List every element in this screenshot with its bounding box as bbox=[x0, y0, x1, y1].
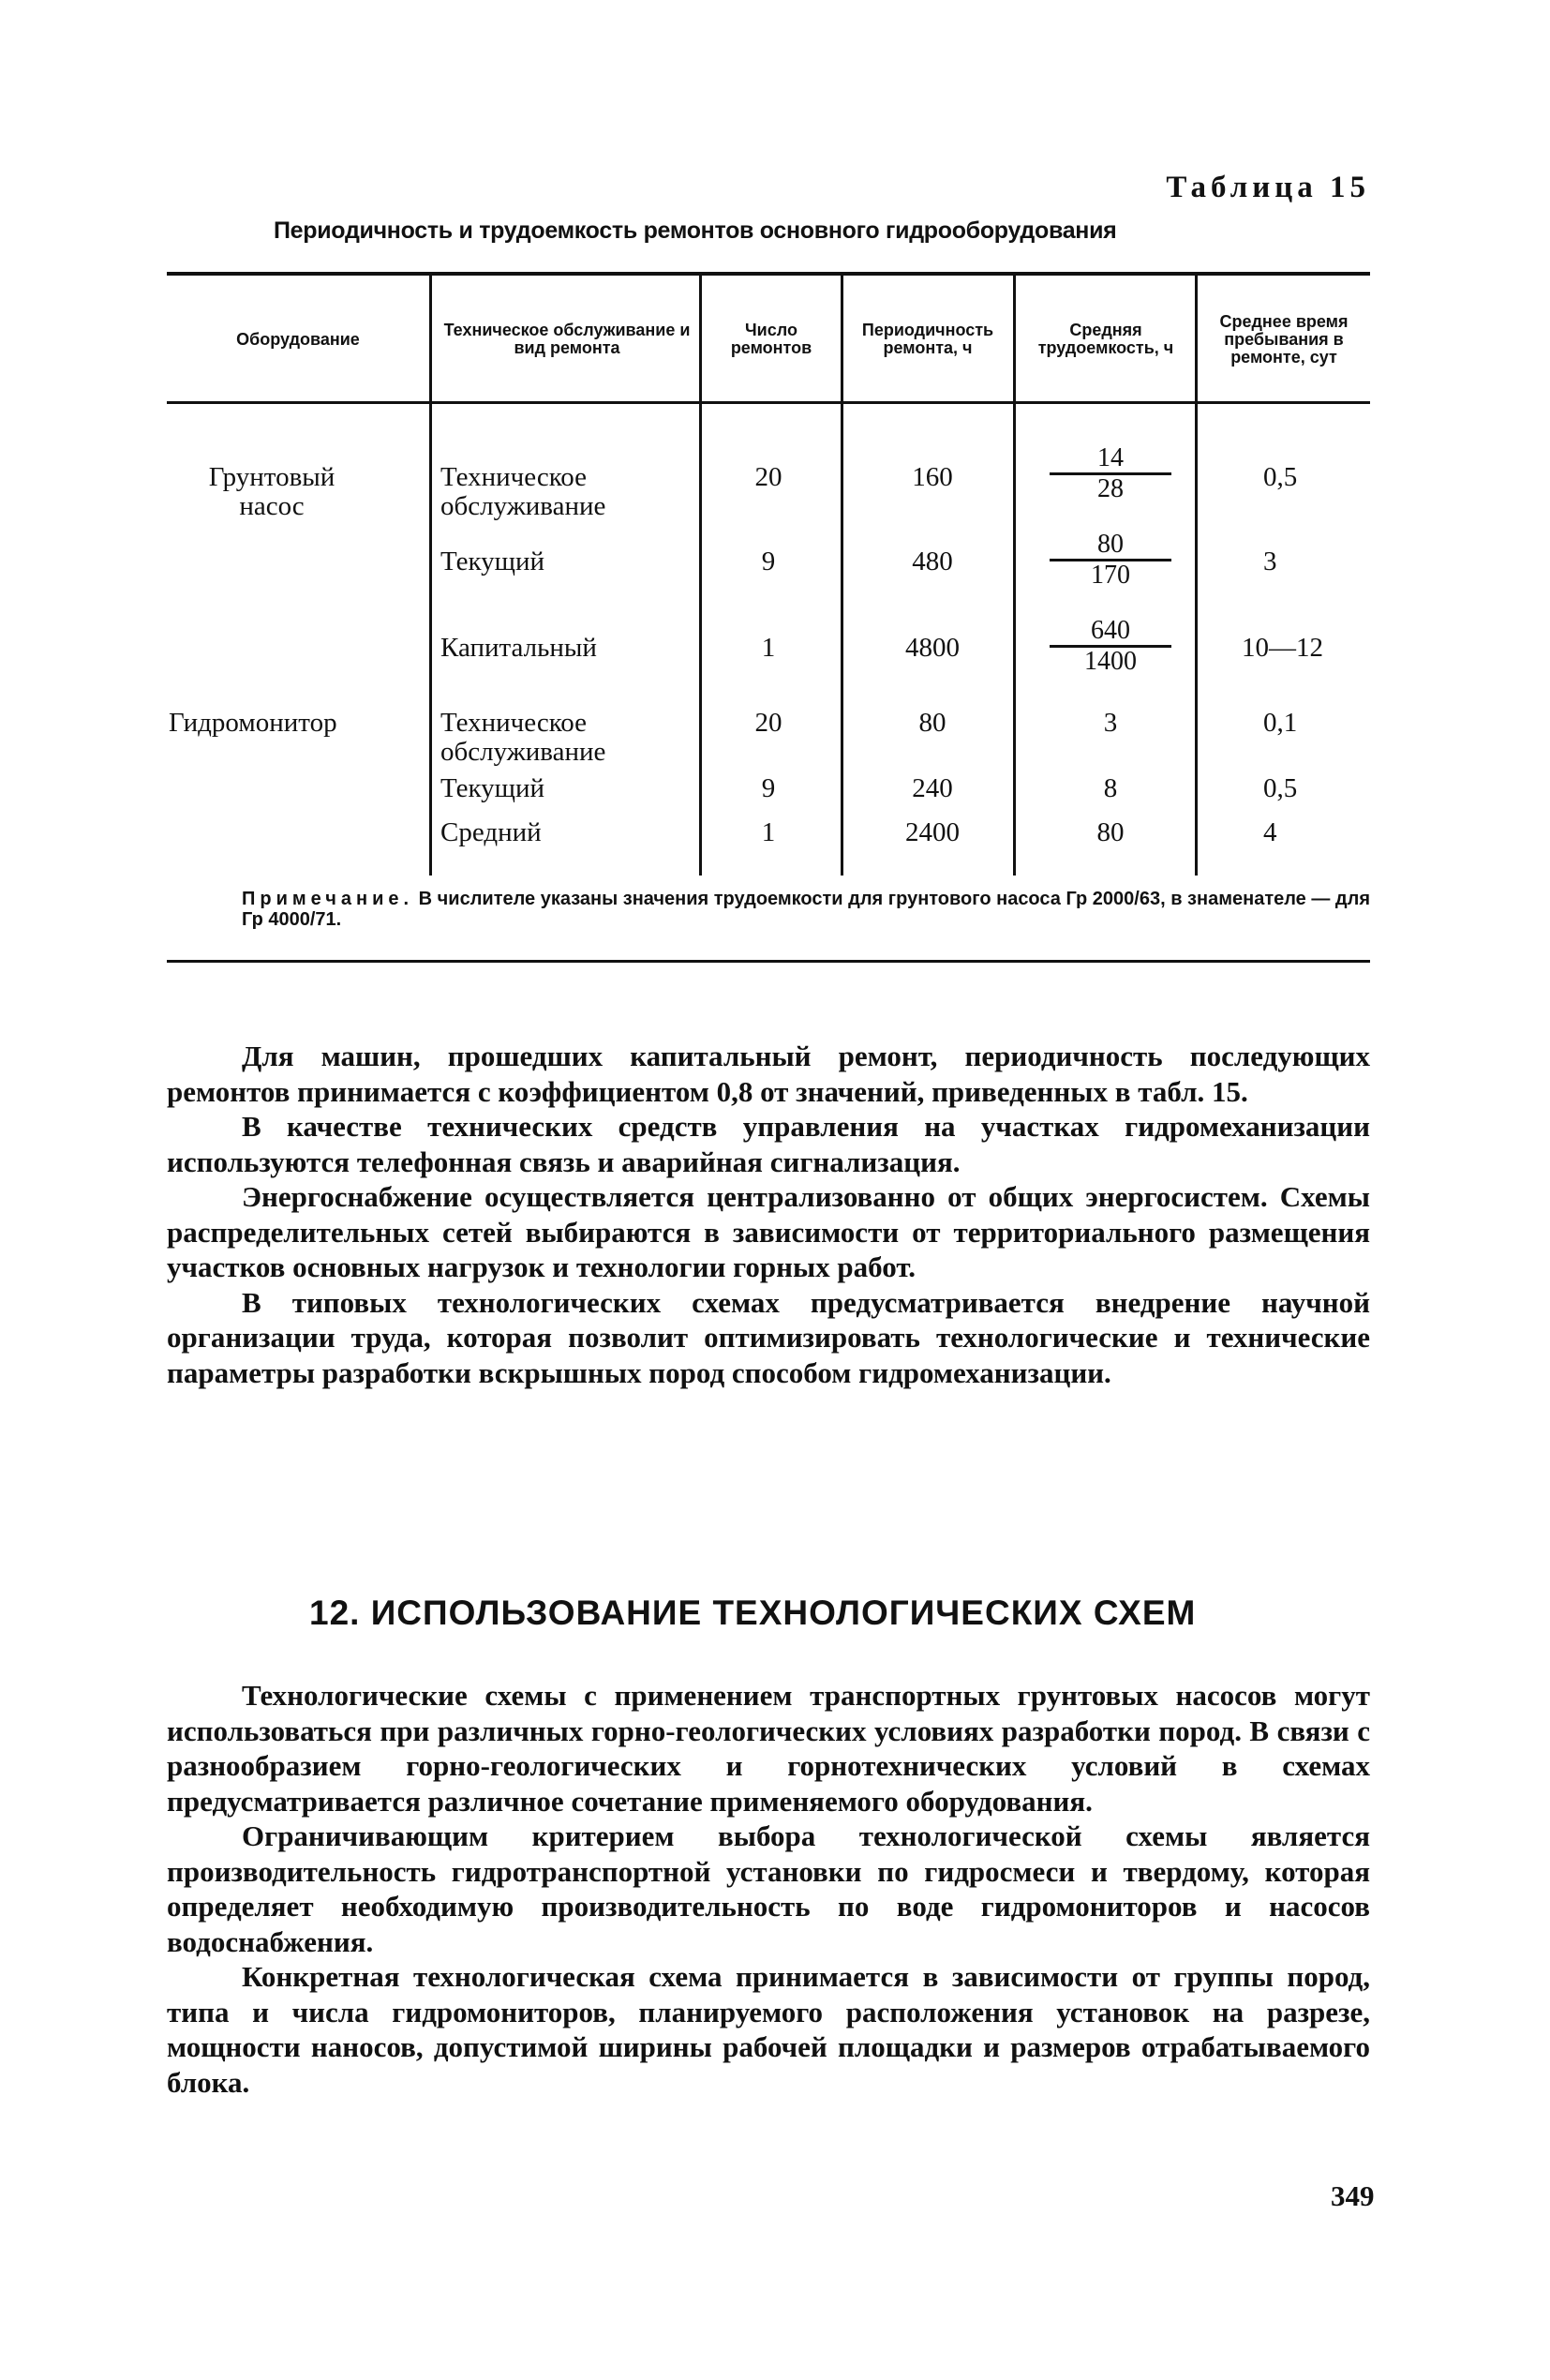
page-number: 349 bbox=[1331, 2179, 1375, 2212]
cell-period: 240 bbox=[912, 773, 953, 803]
cell-count: 20 bbox=[754, 708, 782, 738]
paragraph: В типовых технологических схемах предусматривается внедрение научной организации труда, которая позволит оптимизировать технологические и технические параметры разработки вскрышных пород способом гидромеханизации. bbox=[167, 1285, 1370, 1389]
cell-period: 160 bbox=[912, 462, 953, 492]
note-text: В числителе указаны значения трудоемкости для грунтового насоса Гр 2000/63, в знаменателе — для Гр 4000/71. bbox=[242, 889, 1370, 930]
header-count: Число ремонтов bbox=[730, 321, 812, 357]
column-divider bbox=[699, 276, 702, 876]
cell-labor-fraction bbox=[1050, 531, 1171, 590]
cell-type: Техническое обслуживание bbox=[440, 708, 606, 767]
cell-count: 1 bbox=[761, 633, 776, 663]
cell-time: 4 bbox=[1263, 817, 1277, 847]
table-note bbox=[242, 889, 1370, 930]
cell-labor-fraction bbox=[1050, 617, 1171, 676]
cell-time: 3 bbox=[1263, 546, 1277, 576]
cell-period: 4800 bbox=[905, 633, 960, 663]
cell-count: 1 bbox=[761, 817, 776, 847]
cell-count: 20 bbox=[754, 462, 782, 492]
paragraph: Энергоснабжение осуществляется централизованно от общих энергосистем. Схемы распределительных сетей выбираются в зависимости от территориального размещения участков основных нагрузок и технологии горных работ. bbox=[167, 1180, 1370, 1283]
paragraph: Для машин, прошедших капитальный ремонт, периодичность последующих ремонтов принимается с коэффициентом 0,8 от значений, приведенных в табл. 15. bbox=[167, 1040, 1370, 1108]
cell-time: 0,1 bbox=[1263, 708, 1298, 738]
denominator: 28 bbox=[1097, 474, 1124, 503]
numerator: 80 bbox=[1050, 531, 1171, 561]
column-divider bbox=[841, 276, 843, 876]
cell-equipment: Грунтовый насос bbox=[208, 462, 335, 521]
body-text-before bbox=[167, 1039, 1370, 1390]
table-top-rule bbox=[167, 272, 1370, 276]
table-bottom-rule bbox=[167, 960, 1370, 963]
cell-time: 0,5 bbox=[1263, 462, 1298, 492]
cell-type: Средний bbox=[440, 817, 542, 847]
header-service-type: Техническое обслуживание и вид ремонта bbox=[443, 321, 691, 357]
cell-time: 0,5 bbox=[1263, 773, 1298, 803]
cell-period: 80 bbox=[918, 708, 946, 738]
header-period: Периодичность ремонта, ч bbox=[861, 321, 994, 357]
note-label: Примечание. bbox=[242, 889, 414, 909]
paragraph: Конкретная технологическая схема принимается в зависимости от группы пород, типа и числа гидромониторов, планируемого расположения установок на разрезе, мощности наносов, допустимой ширины рабочей площадки и размеров отрабатываемого блока. bbox=[167, 1960, 1370, 2099]
cell-equipment: Гидромонитор bbox=[169, 708, 337, 738]
section-heading: 12. ИСПОЛЬЗОВАНИЕ ТЕХНОЛОГИЧЕСКИХ СХЕМ bbox=[309, 1594, 1197, 1632]
table-label: Таблица 15 bbox=[1166, 171, 1370, 204]
numerator: 640 bbox=[1050, 617, 1171, 648]
cell-time: 10—12 bbox=[1242, 633, 1323, 663]
header-labor: Средняя трудоемкость, ч bbox=[1037, 321, 1174, 357]
column-divider bbox=[1195, 276, 1198, 876]
cell-type: Капитальный bbox=[440, 633, 597, 663]
column-divider bbox=[1013, 276, 1016, 876]
denominator: 1400 bbox=[1084, 647, 1137, 676]
body-text-after bbox=[167, 1678, 1370, 2100]
paragraph: Технологические схемы с применением транспортных грунтовых насосов могут использоваться при различных горно-геологических условиях разработки пород. В связи с разнообразием горно-геологических и горнотехнических условий в схемах предусматривается различное сочетание применяемого оборудования. bbox=[167, 1679, 1370, 1818]
cell-type: Текущий bbox=[440, 773, 545, 803]
cell-count: 9 bbox=[761, 773, 776, 803]
cell-type: Техническое обслуживание bbox=[440, 462, 606, 521]
paragraph: Ограничивающим критерием выбора технологической схемы является производительность гидротранспортной установки по гидросмеси и твердому, которая определяет необходимую производительность по воде гидромониторов и насосов водоснабжения. bbox=[167, 1819, 1370, 1958]
cell-period: 2400 bbox=[905, 817, 960, 847]
numerator: 14 bbox=[1050, 444, 1171, 475]
paragraph: В качестве технических средств управления на участках гидромеханизации используются телефонная связь и аварийная сигнализация. bbox=[167, 1110, 1370, 1178]
cell-count: 9 bbox=[761, 546, 776, 576]
header-equipment: Оборудование bbox=[236, 329, 360, 349]
cell-labor-fraction bbox=[1050, 444, 1171, 503]
denominator: 170 bbox=[1091, 561, 1130, 590]
table-header-rule bbox=[167, 401, 1370, 404]
column-divider bbox=[429, 276, 432, 876]
table-title: Периодичность и трудоемкость ремонтов основного гидрооборудования bbox=[274, 217, 1117, 244]
cell-labor: 3 bbox=[1103, 708, 1118, 738]
cell-period: 480 bbox=[912, 546, 953, 576]
cell-labor: 80 bbox=[1096, 817, 1125, 847]
cell-labor: 8 bbox=[1103, 773, 1118, 803]
cell-type: Текущий bbox=[440, 546, 545, 576]
header-time: Среднее время пребывания в ремонте, сут bbox=[1219, 311, 1349, 367]
